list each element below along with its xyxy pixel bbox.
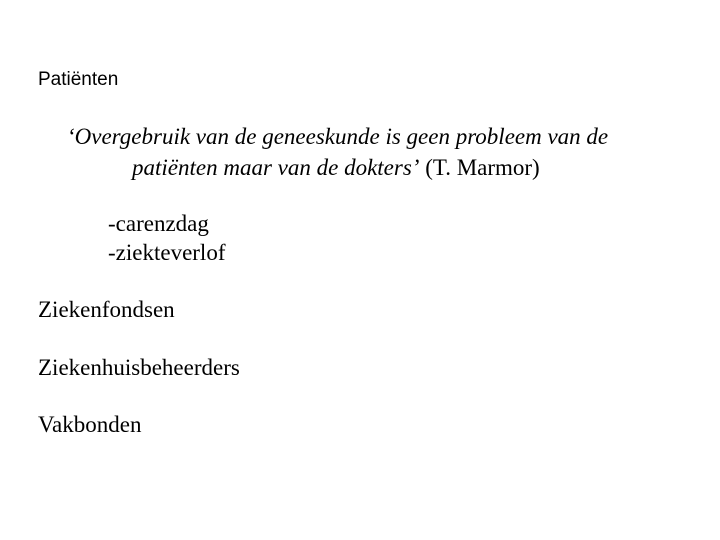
heading-patienten: Patiënten bbox=[38, 69, 119, 90]
quote-attribution: (T. Marmor) bbox=[419, 155, 540, 180]
quote-line-2 bbox=[132, 156, 540, 179]
section-vakbonden: Vakbonden bbox=[38, 412, 142, 437]
section-ziekenfondsen: Ziekenfondsen bbox=[38, 297, 175, 322]
list-item-carenzdag: -carenzdag bbox=[108, 211, 209, 236]
quote-line-1: ‘Overgebruik van de geneeskunde is geen probleem van de bbox=[67, 124, 609, 149]
section-ziekenhuisbeheerders: Ziekenhuisbeheerders bbox=[38, 355, 240, 380]
list-item-ziekteverlof: -ziekteverlof bbox=[108, 240, 226, 265]
quote-line-2-italic: patiënten maar van de dokters’ bbox=[132, 155, 420, 180]
